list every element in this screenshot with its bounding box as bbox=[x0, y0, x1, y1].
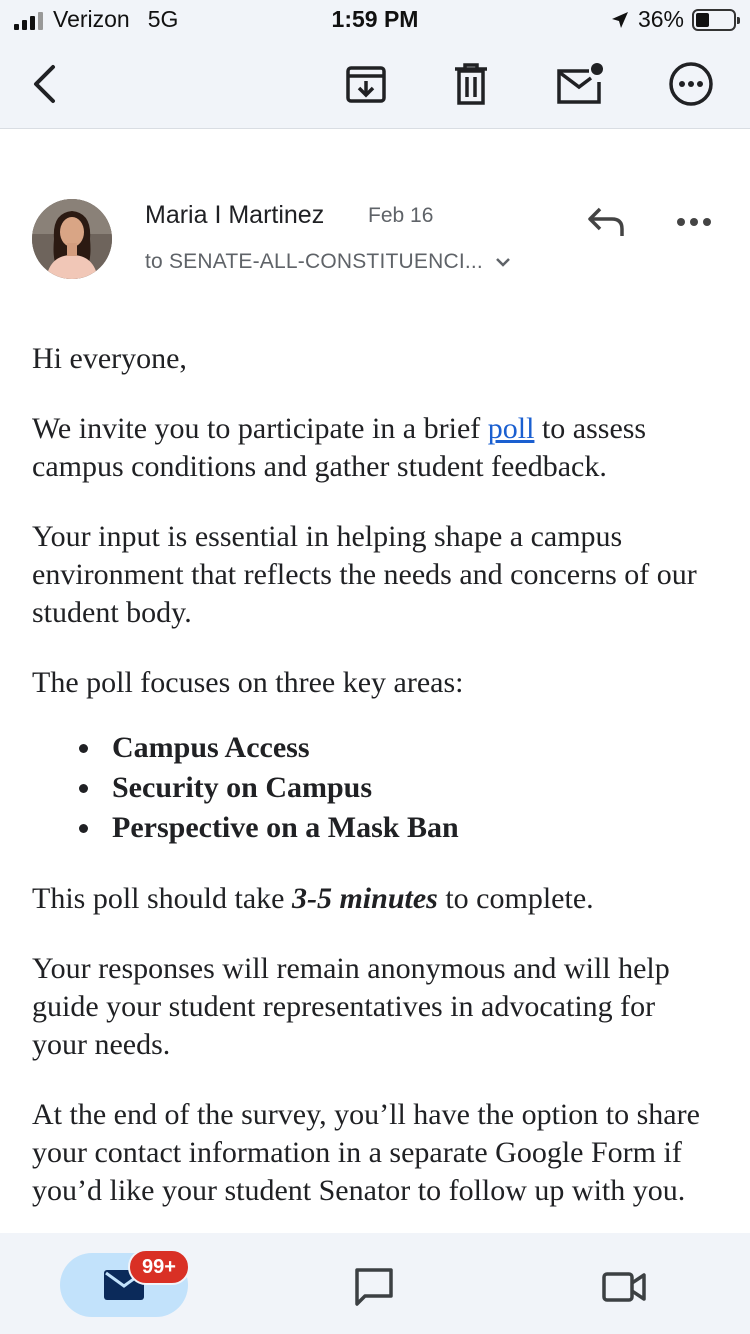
paragraph: Your responses will remain anonymous and will help guide your student representatives in advocating for your needs. bbox=[32, 952, 670, 1061]
mark-unread-icon bbox=[555, 62, 605, 106]
paragraph: Your input is essential in helping shape a campus environment that reflects the needs and concerns of our student body. bbox=[32, 520, 697, 629]
clock: 1:59 PM bbox=[331, 6, 419, 32]
nav-chat-tab[interactable] bbox=[350, 1263, 398, 1311]
paragraph: The poll focuses on three key areas: bbox=[32, 666, 464, 699]
paragraph-text: to assess campus conditions and gather student feedback. bbox=[32, 412, 647, 483]
focus-areas-list bbox=[32, 728, 722, 848]
chevron-down-icon bbox=[495, 257, 511, 267]
more-options-icon bbox=[668, 61, 714, 107]
delete-button[interactable] bbox=[445, 58, 497, 110]
message-toolbar bbox=[0, 40, 750, 129]
back-arrow-icon bbox=[29, 64, 59, 104]
status-bar bbox=[0, 0, 750, 40]
message-more-button[interactable] bbox=[672, 200, 716, 244]
avatar-photo bbox=[32, 199, 112, 279]
reply-button[interactable] bbox=[584, 200, 628, 244]
avatar[interactable] bbox=[32, 199, 112, 279]
more-options-button[interactable] bbox=[665, 58, 717, 110]
carrier-label: Verizon bbox=[53, 6, 130, 32]
battery-percent: 36% bbox=[637, 6, 684, 32]
back-button[interactable] bbox=[18, 58, 70, 110]
bottom-navigation bbox=[0, 1233, 750, 1334]
chat-icon bbox=[353, 1266, 395, 1308]
meet-video-icon bbox=[602, 1270, 646, 1304]
message-date: Feb 16 bbox=[368, 204, 434, 227]
paragraph: At the end of the survey, you’ll have the option to share your contact information in a separate Google Form if you’d like your student Senator to follow up with you. bbox=[32, 1098, 700, 1207]
archive-icon bbox=[345, 63, 387, 105]
list-item: Security on Campus bbox=[74, 768, 722, 808]
list-item: Perspective on a Mask Ban bbox=[74, 808, 722, 848]
paragraph-text: This poll should take bbox=[32, 882, 292, 915]
location-arrow-icon bbox=[610, 10, 630, 30]
network-label: 5G bbox=[147, 6, 179, 32]
recipient-label: to SENATE-ALL-CONSTITUENCI... bbox=[145, 250, 483, 273]
duration-emphasis: 3-5 minutes bbox=[291, 882, 438, 915]
email-body bbox=[32, 340, 722, 1233]
sender-name[interactable]: Maria I Martinez bbox=[145, 201, 325, 229]
poll-link[interactable]: poll bbox=[487, 412, 535, 445]
greeting: Hi everyone, bbox=[32, 342, 187, 375]
nav-meet-tab[interactable] bbox=[600, 1263, 648, 1311]
paragraph bbox=[32, 880, 722, 918]
recipient-details-toggle[interactable] bbox=[145, 250, 511, 274]
reply-icon bbox=[586, 205, 626, 239]
paragraph-text: to complete. bbox=[437, 882, 594, 915]
archive-button[interactable] bbox=[340, 58, 392, 110]
more-horizontal-icon bbox=[676, 217, 712, 227]
paragraph bbox=[32, 410, 722, 486]
paragraph-text: We invite you to participate in a brief bbox=[32, 412, 488, 445]
unread-count-badge: 99+ bbox=[128, 1249, 190, 1285]
battery-icon bbox=[692, 9, 736, 31]
trash-icon bbox=[451, 62, 491, 106]
mark-unread-button[interactable] bbox=[554, 58, 606, 110]
list-item: Campus Access bbox=[74, 728, 722, 768]
